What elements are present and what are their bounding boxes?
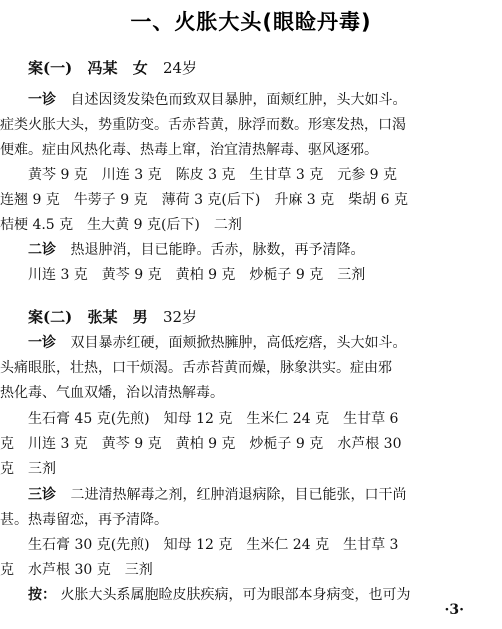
case2-rx1-line3: 克 三剂 (0, 461, 56, 477)
case1-visit1-label: 一诊 (28, 92, 56, 108)
case2-visit3-line1: 三诊 二进清热解毒之剂，红肿消退病除，目已能张，口干尚 (28, 487, 407, 503)
case2-name: 张某 (87, 308, 118, 326)
case1-visit1-line3: 便难。症由风热化毒、热毒上窜，治宜清热解毒、驱风逐邪。 (0, 142, 378, 158)
case2-rx1-line2: 克 川连 3 克 黄芩 9 克 黄柏 9 克 炒栀子 9 克 水芦根 30 (0, 436, 402, 452)
case2-rx1-line1: 生石膏 45 克(先煎) 知母 12 克 生米仁 24 克 生甘草 6 (28, 411, 399, 427)
case1-rx1-line2: 连翘 9 克 牛蒡子 9 克 薄荷 3 克(后下) 升麻 3 克 柴胡 6 克 (0, 192, 408, 208)
case1-visit1-line2: 症类火胀大头，势重防变。舌赤苔黄，脉浮而数。形寒发热，口渴 (0, 117, 406, 133)
case1-age: 24岁 (162, 59, 198, 77)
page-number: ·3· (444, 602, 464, 618)
case2-label: 案(二) (28, 308, 73, 326)
case2-sex: 男 (132, 308, 148, 326)
case1-rx2-line: 川连 3 克 黄芩 9 克 黄柏 9 克 炒栀子 9 克 三剂 (28, 267, 366, 283)
case1-rx1-line1: 黄芩 9 克 川连 3 克 陈皮 3 克 生甘草 3 克 元参 9 克 (28, 167, 398, 183)
case1-name: 冯某 (87, 59, 118, 77)
case2-visit3-line2: 甚。热毒留恋，再予清降。 (0, 512, 168, 528)
case1-visit2: 二诊 热退肿消，目已能睁。舌赤，脉数，再予清降。 (28, 242, 365, 258)
case2-visit1-line1: 一诊 双目暴赤红硬，面颊掀热臃肿，高低疙瘩，头大如斗。 (28, 335, 407, 351)
case1-visit2-label: 二诊 (28, 242, 56, 258)
case2-note: 按： 火胀大头系属胞睑皮肤疾病，可为眼部本身病变，也可为 (28, 587, 411, 603)
case2-visit3-label: 三诊 (28, 487, 56, 503)
case1-sex: 女 (132, 59, 148, 77)
case2-age: 32岁 (162, 308, 198, 326)
case2-rx2-line2: 克 水芦根 30 克 三剂 (0, 562, 153, 578)
case1-header (28, 58, 197, 78)
case1-visit1-line1: 一诊 自述因烫发染色而致双目暴肿，面颊红肿，头大如斗。 (28, 92, 407, 108)
case2-visit1-line3: 热化毒、气血双燔，治以清热解毒。 (0, 385, 224, 401)
case1-label: 案(一) (28, 59, 73, 77)
case2-note-label: 按： (28, 587, 56, 603)
case2-rx2-line1: 生石膏 30 克(先煎) 知母 12 克 生米仁 24 克 生甘草 3 (28, 537, 399, 553)
page-title: 一、火胀大头(眼睑丹毒) (130, 10, 372, 34)
case2-visit1-label: 一诊 (28, 335, 56, 351)
case2-visit1-line2: 头痛眼胀，壮热，口干烦渴。舌赤苔黄而燥，脉象洪实。症由邪 (0, 360, 392, 376)
case1-rx1-line3: 桔梗 4.5 克 生大黄 9 克(后下) 二剂 (0, 217, 242, 233)
case2-header (28, 307, 197, 327)
